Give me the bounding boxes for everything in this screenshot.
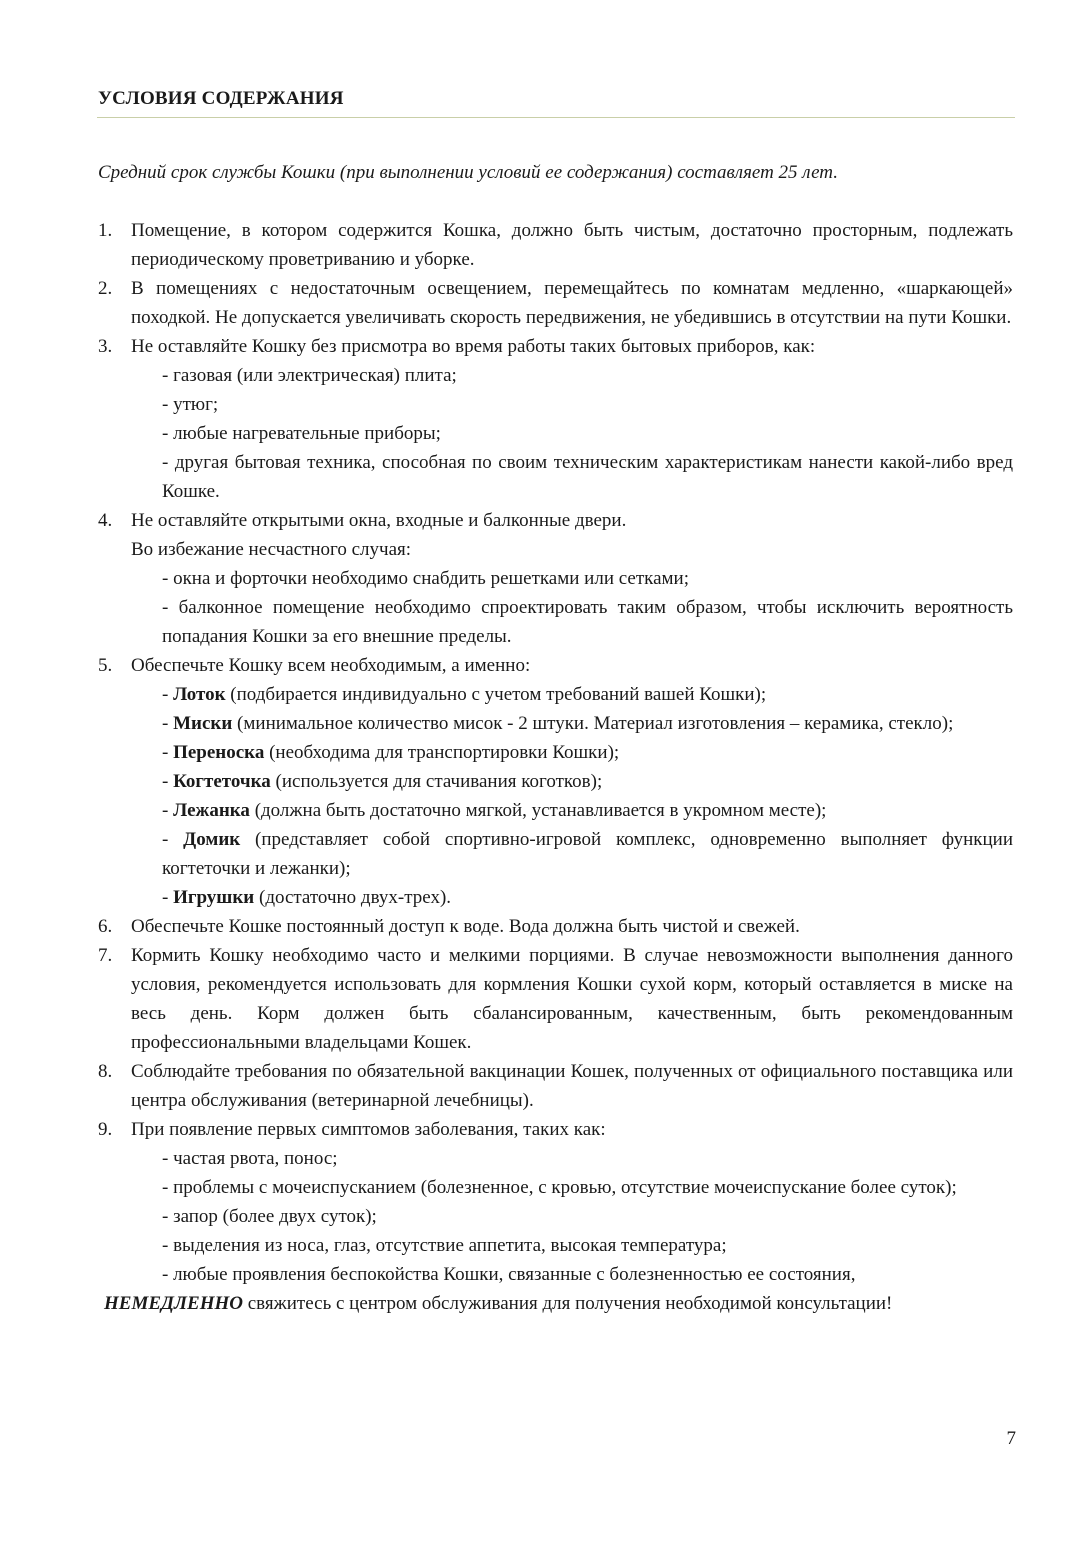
list-item	[98, 332, 1013, 506]
item-text: Помещение, в котором содержится Кошка, должно быть чистым, достаточно просторным, подлежать периодическому проветриванию и уборке.	[131, 220, 1013, 270]
sub-item: - запор (более двух суток);	[162, 1206, 377, 1227]
sub-item: - любые проявления беспокойства Кошки, связанные с болезненностью ее состояния,	[162, 1264, 856, 1285]
supply-note: (необходима для транспортировки Кошки);	[264, 742, 620, 763]
dash: -	[162, 771, 174, 792]
item-text: Соблюдайте требования по обязательной вакцинации Кошек, полученных от официального поставщика или центра обслуживания (ветеринарной лечебницы).	[131, 1061, 1013, 1111]
sub-item: - окна и форточки необходимо снабдить решетками или сетками;	[162, 568, 689, 589]
item-text: Не оставляйте открытыми окна, входные и балконные двери.	[131, 510, 627, 531]
supply-item-tray	[131, 680, 1013, 709]
sub-item: - выделения из носа, глаз, отсутствие аппетита, высокая температура;	[162, 1235, 727, 1256]
supply-note: (представляет собой спортивно-игровой комплекс, одновременно выполняет функции когтеточки и лежанки);	[162, 829, 1014, 879]
sub-item: - балконное помещение необходимо спроектировать таким образом, чтобы исключить вероятность попадания Кошки за его внешние пределы.	[162, 597, 1013, 647]
item-number: 5.	[98, 655, 113, 676]
dash: -	[162, 829, 184, 850]
supply-note: (используется для стачивания коготков);	[270, 771, 603, 792]
item-number: 2.	[98, 278, 113, 299]
supply-item-house	[131, 825, 1013, 883]
supply-note: (достаточно двух-трех).	[254, 887, 452, 908]
heading-underline	[97, 117, 1015, 118]
list-item	[98, 1057, 1013, 1115]
item-number: 1.	[98, 220, 113, 241]
supply-note: (подбирается индивидуально с учетом требований вашей Кошки);	[225, 684, 767, 705]
list-item	[98, 274, 1013, 332]
item-text: В помещениях с недостаточным освещением, перемещайтесь по комнатам медленно, «шаркающей» походкой. Не допускается увеличивать скорость передвижения, не убедившись в отсутствии на пути Кошки.	[131, 278, 1013, 328]
urgent-word: НЕМЕДЛЕННО	[104, 1293, 243, 1314]
item-text-continued: Во избежание несчастного случая:	[131, 539, 412, 560]
page-number: 7	[1006, 1428, 1016, 1449]
list-item	[98, 506, 1013, 651]
item-number: 3.	[98, 336, 113, 357]
supply-name: Когтеточка	[173, 771, 271, 792]
dash: -	[162, 800, 174, 821]
sub-item: - проблемы с мочеиспусканием (болезненное, с кровью, отсутствие мочеиспускание более суток);	[162, 1177, 957, 1198]
intro-paragraph: Средний срок службы Кошки (при выполнении условий ее содержания) составляет 25 лет.	[98, 162, 838, 183]
item-text: Не оставляйте Кошку без присмотра во время работы таких бытовых приборов, как:	[131, 336, 816, 357]
dash: -	[162, 887, 174, 908]
sub-item: - любые нагревательные приборы;	[162, 423, 441, 444]
item-number: 9.	[98, 1119, 113, 1140]
item-number: 7.	[98, 945, 113, 966]
supply-item-toys	[131, 883, 1013, 912]
dash: -	[162, 684, 174, 705]
item-text: Обеспечьте Кошке постоянный доступ к воде. Вода должна быть чистой и свежей.	[131, 916, 800, 937]
item-text: Обеспечьте Кошку всем необходимым, а именно:	[131, 655, 531, 676]
list-item	[98, 216, 1013, 274]
list-item	[98, 941, 1013, 1057]
urgent-warning	[104, 1289, 1013, 1318]
supply-item-scratcher	[131, 767, 1013, 796]
list-item	[98, 651, 1013, 912]
item-number: 6.	[98, 916, 113, 937]
item-number: 4.	[98, 510, 113, 531]
sub-item: - другая бытовая техника, способная по своим техническим характеристикам нанести какой-либо вред Кошке.	[162, 452, 1013, 502]
list-item	[98, 1115, 1013, 1289]
dash: -	[162, 742, 174, 763]
supply-note: (должна быть достаточно мягкой, устанавливается в укромном месте);	[249, 800, 827, 821]
conditions-list	[98, 216, 1013, 1318]
item-number: 8.	[98, 1061, 113, 1082]
list-item	[98, 912, 1013, 941]
supply-note: (минимальное количество мисок - 2 штуки. Материал изготовления – керамика, стекло);	[232, 713, 954, 734]
supply-item-bed	[131, 796, 1013, 825]
supply-name: Лоток	[173, 684, 226, 705]
dash: -	[162, 713, 174, 734]
supply-item-carrier	[131, 738, 1013, 767]
item-text: Кормить Кошку необходимо часто и мелкими порциями. В случае невозможности выполнения данного условия, рекомендуется использовать для кормления Кошки сухой корм, который оставляется в миске на весь день. Корм должен быть сбалансированным, качественным, быть рекомендованным профессиональными владельцами Кошек.	[131, 945, 1013, 1053]
supply-item-bowls	[131, 709, 1013, 738]
supply-name: Переноска	[173, 742, 265, 763]
sub-item: - утюг;	[162, 394, 219, 415]
supply-name: Домик	[183, 829, 241, 850]
section-heading: УСЛОВИЯ СОДЕРЖАНИЯ	[98, 88, 344, 109]
sub-item: - частая рвота, понос;	[162, 1148, 338, 1169]
urgent-text: свяжитесь с центром обслуживания для получения необходимой консультации!	[242, 1293, 893, 1314]
supply-name: Игрушки	[173, 887, 255, 908]
sub-item: - газовая (или электрическая) плита;	[162, 365, 457, 386]
item-text: При появление первых симптомов заболевания, таких как:	[131, 1119, 606, 1140]
supply-name: Миски	[173, 713, 233, 734]
supply-name: Лежанка	[173, 800, 250, 821]
